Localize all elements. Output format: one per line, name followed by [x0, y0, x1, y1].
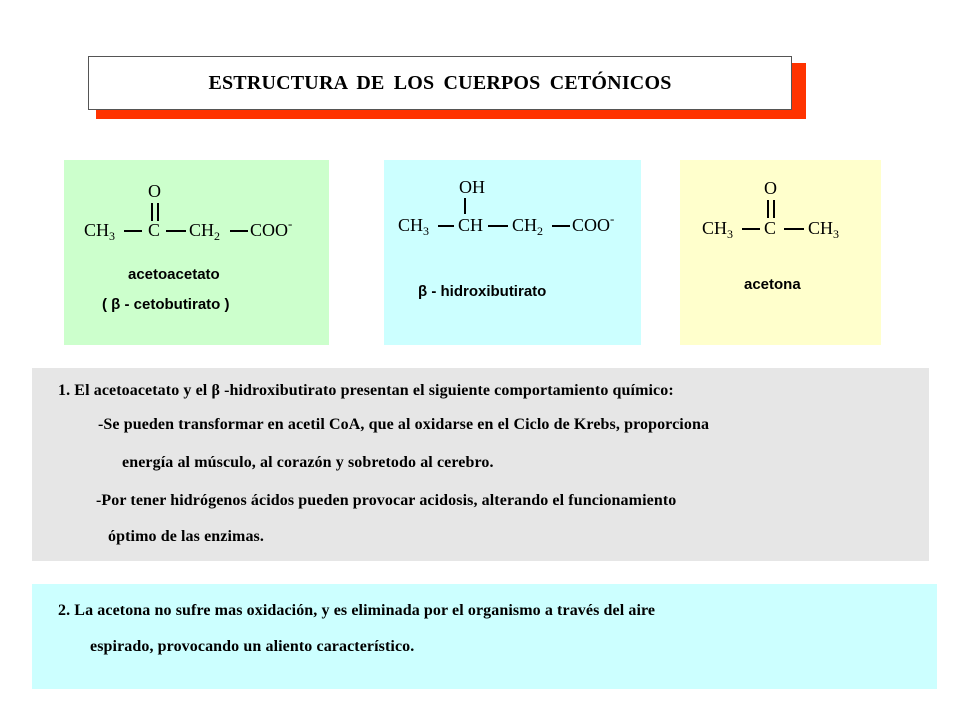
acetoacetate-panel [64, 160, 329, 345]
acetoacetate-oxygen: O [148, 181, 161, 201]
acetoacetate-ch2: $CH_2$ [189, 220, 221, 243]
section1-line-5: óptimo de las enzimas. [108, 528, 264, 545]
hydroxybutyrate-ch2: $CH_2$ [512, 215, 544, 238]
section2-line-2: espirado, provocando un aliento característico. [90, 638, 415, 655]
title-box [88, 56, 792, 110]
hydroxybutyrate-bond-2 [488, 225, 508, 227]
acetone-label: acetona [744, 276, 801, 293]
hydroxybutyrate-panel [384, 160, 641, 345]
acetone-double-bond-left [767, 200, 769, 218]
acetone-bond-2 [784, 228, 804, 230]
hydroxybutyrate-oh-bond [464, 198, 466, 214]
hydroxybutyrate-bond-3 [552, 225, 570, 227]
acetone-bond-1 [742, 228, 760, 230]
hydroxybutyrate-ch: CH [458, 215, 484, 235]
acetone-panel [680, 160, 881, 345]
acetoacetate-double-bond-left [151, 203, 153, 221]
acetoacetate-bond-2 [166, 230, 186, 232]
acetone-ch3-left: $CH_3$ [702, 218, 734, 241]
section1-line-2: -Se pueden transformar en acetil CoA, que al oxidarse en el Ciclo de Krebs, proporciona [98, 416, 710, 433]
hydroxybutyrate-bond-1 [438, 225, 454, 227]
acetone-carbonyl-c: C [764, 218, 777, 238]
acetoacetate-ch3: $CH_3$ [84, 220, 116, 243]
acetoacetate-label: acetoacetato [128, 266, 220, 283]
section1-line-3: energía al músculo, al corazón y sobretodo al cerebro. [122, 454, 494, 471]
page-title: ESTRUCTURA DE LOS CUERPOS CETÓNICOS [208, 71, 672, 94]
section2-line-1: 2. La acetona no sufre mas oxidación, y es eliminada por el organismo a través del aire [58, 602, 656, 619]
section1-line-1: 1. El acetoacetato y el β -hidroxibutirato presentan el siguiente comportamiento químico: [58, 382, 674, 399]
acetoacetate-sublabel: ( β - cetobutirato ) [102, 296, 230, 313]
acetoacetate-bond-1 [124, 230, 142, 232]
hydroxybutyrate-carboxylate: COO- [572, 211, 615, 235]
section1-line-4: -Por tener hidrógenos ácidos pueden provocar acidosis, alterando el funcionamiento [96, 492, 677, 509]
acetoacetate-double-bond-right [157, 203, 159, 221]
acetone-oxygen: O [764, 178, 777, 198]
acetoacetate-bond-3 [230, 230, 248, 232]
hydroxybutyrate-label: β - hidroxibutirato [418, 283, 547, 300]
acetoacetate-carbonyl-c: C [148, 220, 161, 240]
hydroxybutyrate-hydroxyl: OH [459, 177, 485, 197]
acetone-elimination-section [32, 584, 937, 689]
hydroxybutyrate-ch3: $CH_3$ [398, 215, 430, 238]
ketone-behavior-section [32, 368, 929, 561]
acetoacetate-carboxylate: COO- [250, 216, 293, 240]
acetone-ch3-right: $CH_3$ [808, 218, 840, 241]
acetone-double-bond-right [773, 200, 775, 218]
